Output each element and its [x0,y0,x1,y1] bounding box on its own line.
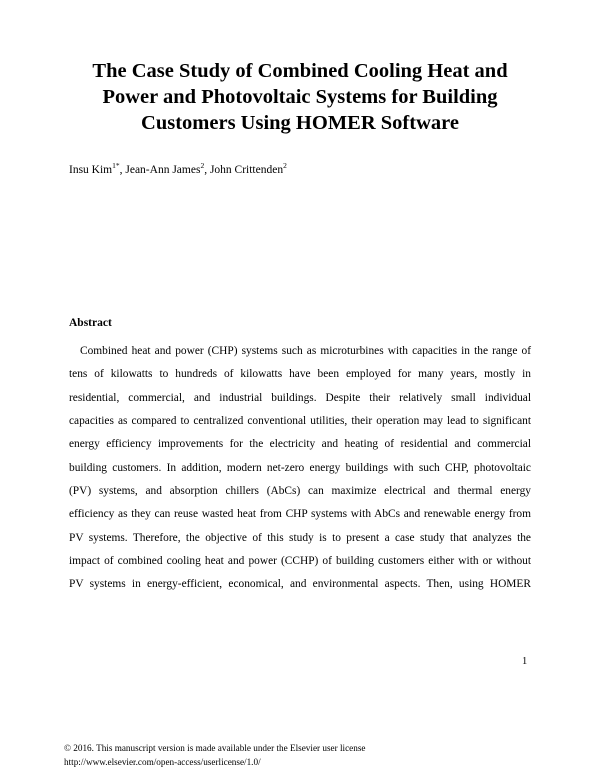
license-statement: © 2016. This manuscript version is made available under the Elsevier user license [64,743,366,753]
abstract-line: tens of kilowatts to hundreds of kilowatts have been employed for many years, mostly in [69,368,531,381]
abstract-line: energy efficiency improvements for the electricity and heating of residential and commercial [69,438,531,451]
abstract-heading: Abstract [69,317,112,329]
license-url[interactable]: http://www.elsevier.com/open-access/userlicense/1.0/ [64,757,261,767]
author-separator: , [204,164,210,176]
title-line: Customers Using HOMER Software [141,112,459,134]
author-affiliation-mark: 2 [200,161,205,170]
paper-title [60,58,540,136]
author-name: John Crittenden [209,164,284,176]
abstract-line: building customers. In addition, modern net-zero energy buildings with such CHP, photovoltaic [69,461,531,474]
abstract-line: Combined heat and power (CHP) systems such as microturbines with capacities in the range of [80,345,531,357]
title-line: The Case Study of Combined Cooling Heat and [92,60,508,82]
author-name: Insu Kim [69,164,113,176]
page-number: 1 [522,656,528,667]
author-affiliation-mark: 2 [283,161,287,170]
license-footer [64,741,366,769]
title-line: Power and Photovoltaic Systems for Building [102,86,498,108]
author-separator: , [119,164,126,176]
author-list [69,163,287,177]
abstract-line: efficiency as they can reuse wasted heat from CHP systems with AbCs and renewable energy from [69,508,531,521]
abstract-line: PV systems in energy-efficient, economical, and environmental aspects. Then, using HOMER [69,578,531,591]
abstract-body [69,344,531,601]
abstract-line: capacities as compared to centralized conventional utilities, their operation may lead to significant [69,415,531,428]
author-name: Jean-Ann James [125,164,201,176]
abstract-line: impact of combined cooling heat and power (CCHP) of building customers either with or without [69,555,531,568]
abstract-line: residential, commercial, and industrial buildings. Despite their relatively small individual [69,391,531,404]
author-affiliation-mark: 1* [112,161,120,170]
abstract-line: (PV) systems, and absorption chillers (AbCs) can maximize electrical and thermal energy [69,485,531,498]
abstract-line: PV systems. Therefore, the objective of this study is to present a case study that analyzes the [69,531,531,544]
